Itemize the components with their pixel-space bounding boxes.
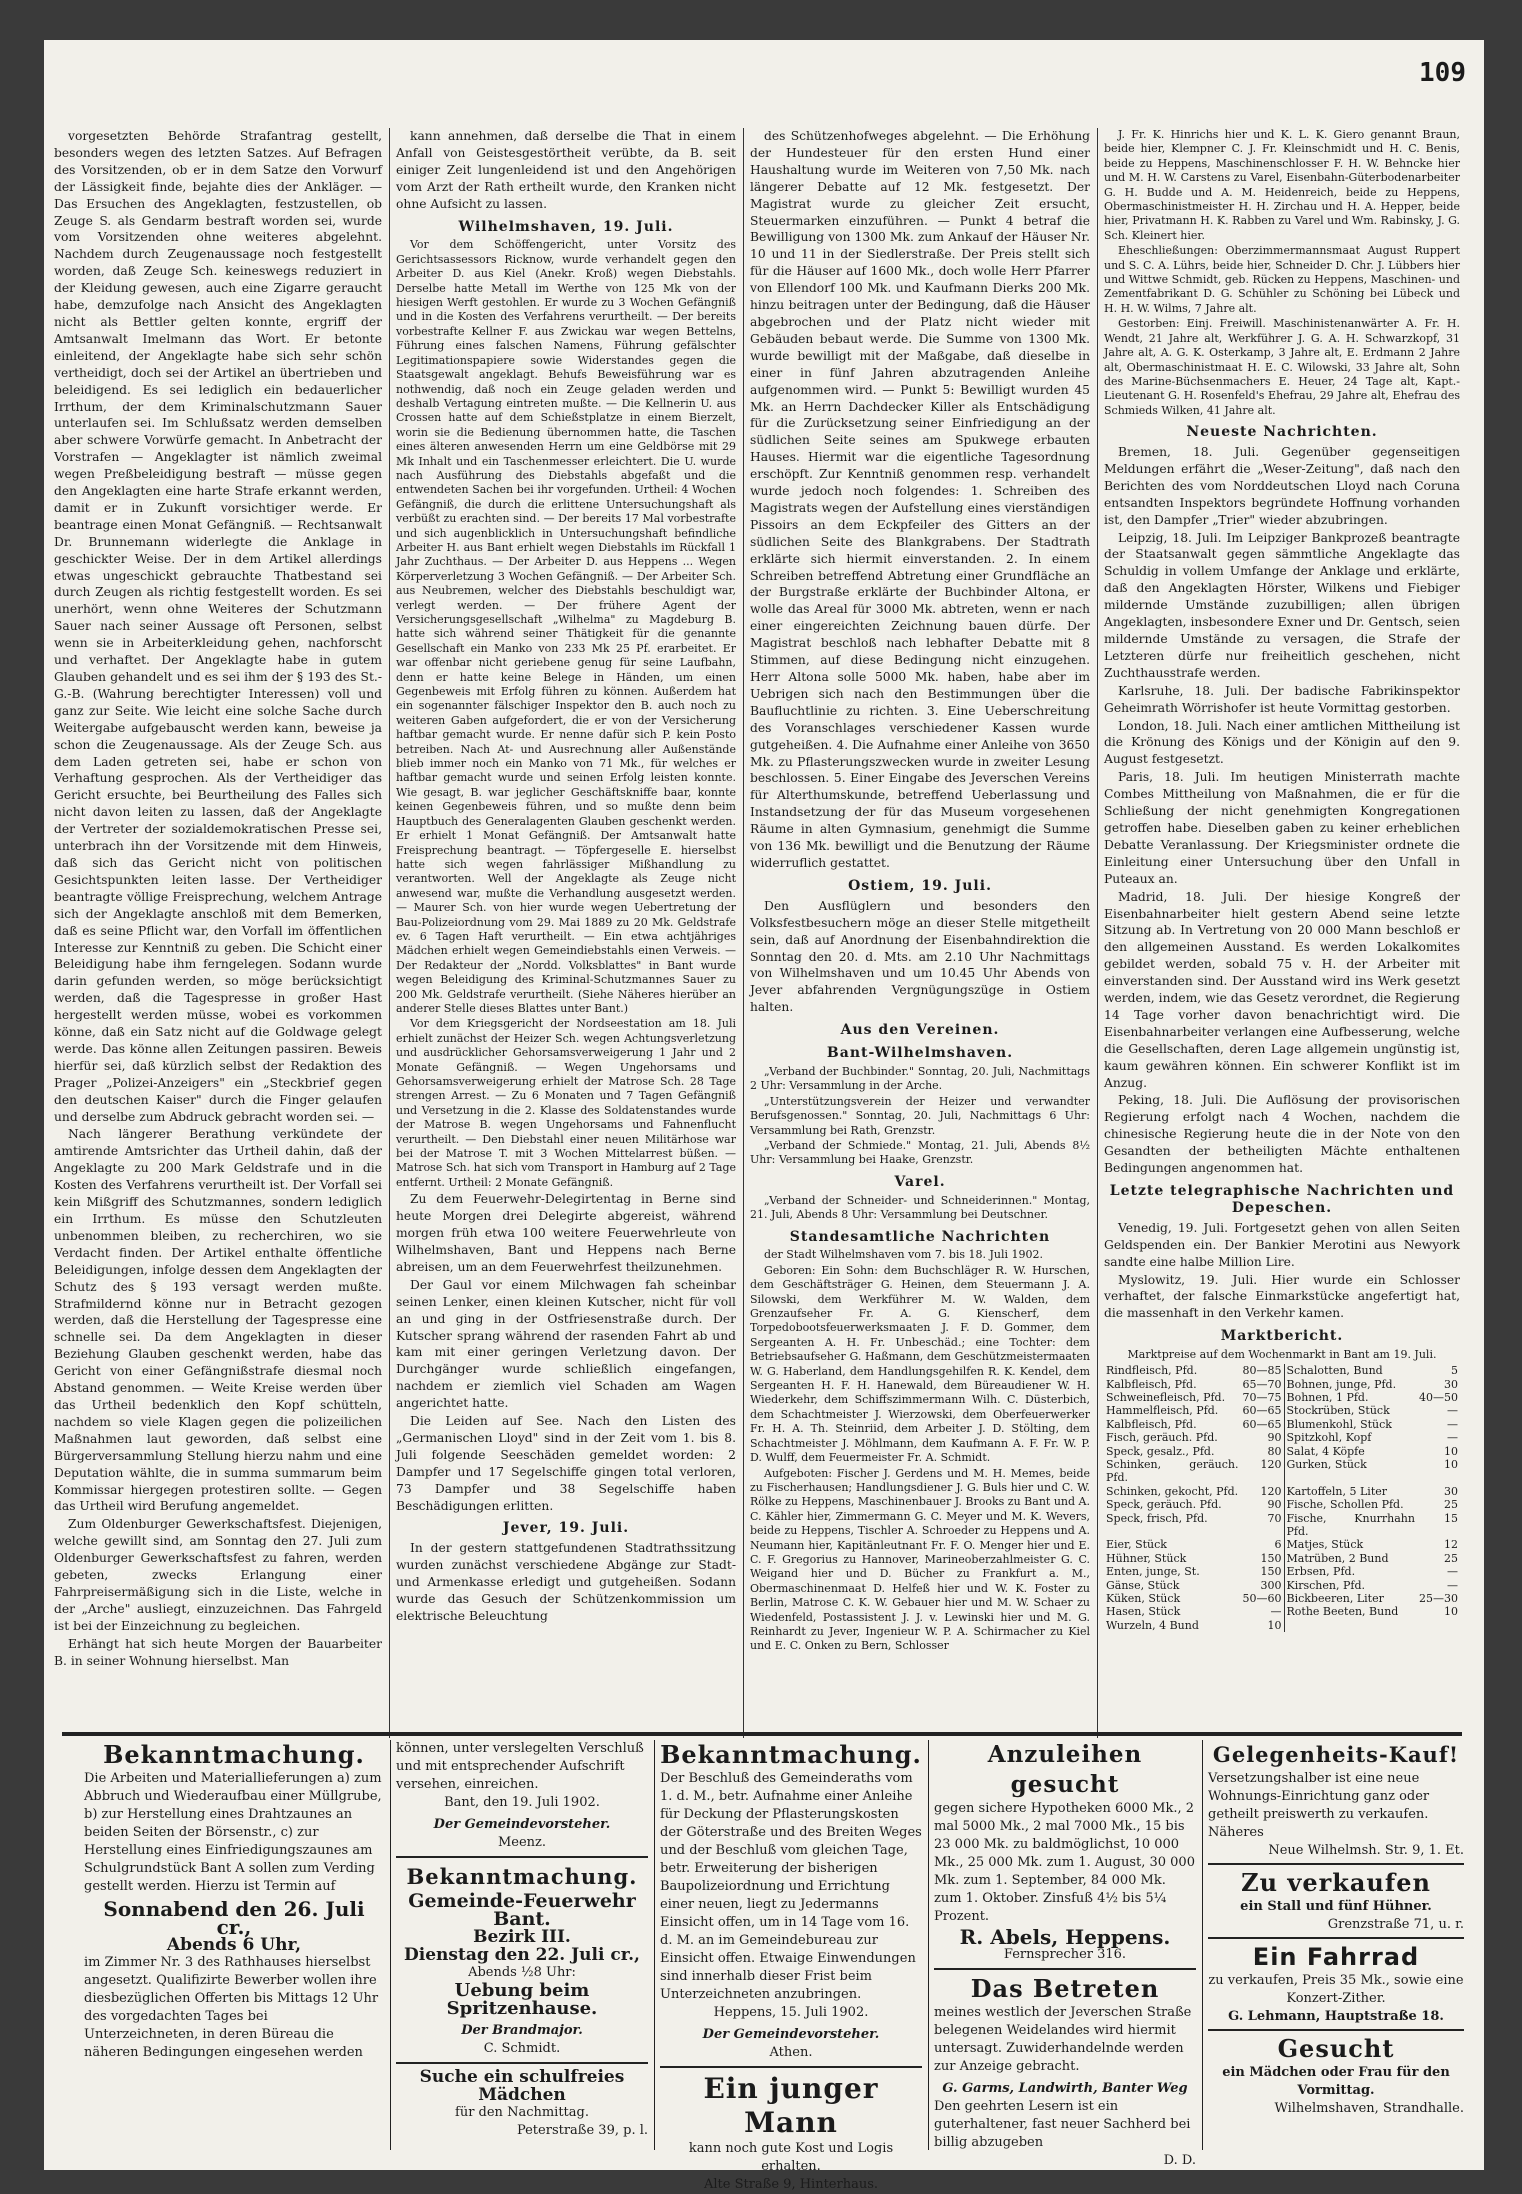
market-price: 5 bbox=[1451, 1364, 1458, 1378]
advertisements bbox=[84, 1740, 1464, 2192]
table-row bbox=[1104, 1538, 1460, 1551]
article-paragraph: Eheschließungen: Oberzimmermannsmaat August Ruppert und S. C. A. Lührs, beide hier, Schneider D. Chr. J. Lübbers hier und Wittwe Schmidt, geb. Rücken zu Heppens, Maschinen- und Zementfabrikant D. G. Schühler zu Schöning bei Lübeck und H. H. W. Wilms, 7 Jahre alt. bbox=[1104, 244, 1460, 315]
market-price: 150 bbox=[1260, 1565, 1282, 1579]
ad-feuerwehr bbox=[396, 1740, 648, 2150]
ad-title: Zu verkaufen bbox=[1241, 1868, 1431, 1897]
market-item: Schinken, geräuch. Pfd. bbox=[1106, 1458, 1239, 1485]
table-row bbox=[1104, 1579, 1460, 1592]
market-item: Stockrüben, Stück bbox=[1284, 1404, 1417, 1417]
ad-signature: Der Gemeindevorsteher. bbox=[702, 2027, 880, 2042]
article-paragraph: des Schützenhofweges abgelehnt. — Die Erhöhung der Hundesteuer für den ersten Hund einer Haushaltung wurde im Weiteren von 7,50 Mk. nach längerer Debatte auf 12 Mk. festgesetzt. Der Magistrat wurde zu gleicher Zeit ersucht, Steuermarken einzuführen. — Punkt 4 betraf die Bewilligung von 1300 Mk. zum Ankauf der Häuser Nr. 10 und 11 in der Siedlerstraße. Der Preis stellt sich für die Häuser auf 1600 Mk., doch wolle Herr Pfarrer von Ellendorf 100 Mk. und Kaufmann Dierks 200 Mk. hinzu beitragen unter der Bedingung, daß die Häuser abgebrochen und der Platz nicht wieder mit Gebäuden bebaut werde. Die Summe von 1300 Mk. wurde bewilligt mit der Maßgabe, daß dieselbe in einer in fünf Jahren abzutragenden Anleihe aufgenommen wird. — Punkt 5: Bewilligt wurden 45 Mk. an Herrn Dachdecker Killer als Entschädigung für die Zurücksetzung seiner Einfriedigung an der südlichen Seite seines am Spukwege erbauten Hauses. Hiermit war die eigentliche Tagesordnung erschöpft. Zur Kenntniß genommen resp. verhandelt wurde jedoch noch folgendes: 1. Schreiben des Magistrats wegen der Aufstellung eines vierständigen Pissoirs an dem Eckpfeiler des Gitters an der südlichen Seite des Blankgrabens. Der Stadtrath erklärte sich hiermit einverstanden. 2. In einem Schreiben betreffend Abtretung einer Grundfläche an der Burgstraße erklärte der Buchbinder Altona, er wolle das Areal für 3000 Mk. abtreten, wenn er nach einer eingereichten Zeichnung bauen dürfe. Der Magistrat beschloß nach lebhafter Debatte mit 8 Stimmen, auf diese Bedingung nicht einzugehen. Herr Altona solle 5000 Mk. haben, habe aber im Uebrigen sich nach den Bestimmungen über die Baufluchtlinie zu richten. 3. Eine Ueberschreitung des Voranschlages verschiedener Kassen wurde gutgeheißen. 4. Die Aufnahme einer Anleihe von 3650 Mk. zu Pflasterungszwecken wurde in zweiter Lesung beschlossen. 5. Einer Eingabe des Jeverschen Vereins für Alterthumskunde, betreffend Ueberlassung und Instandsetzung der für das Museum vorgesehenen Räume in alten Gymnasium, genehmigt die Summe von 136 Mk. bewilligt und die Benutzung der Räume widerruflich gestattet. bbox=[750, 129, 1090, 870]
ad-divider bbox=[1202, 1740, 1203, 2150]
market-price: — bbox=[1447, 1404, 1458, 1418]
market-price: 80—85 bbox=[1242, 1364, 1282, 1378]
article-paragraph: Der Gaul vor einem Milchwagen fah scheinbar seinen Lenker, einen kleinen Kutscher, nicht für voll an und ging in der Ostfriesenstraße durch. Der Kutscher sprang während der rasenden Fahrt ab und kam mit einer geringen Verletzung davon. Der Durchgänger wurde schließlich eingefangen, nachdem er ziemlich viel Schaden am Wagen angerichtet hatte. bbox=[396, 1277, 736, 1411]
ad-gelegenheitskauf bbox=[1208, 1740, 1464, 2150]
market-price: 10 bbox=[1444, 1444, 1458, 1458]
market-item: Eier, Stück bbox=[1106, 1538, 1167, 1552]
market-item: Gurken, Stück bbox=[1284, 1458, 1417, 1485]
article-paragraph: Karlsruhe, 18. Juli. Der badische Fabrikinspektor Geheimrath Wörrishofer ist heute Vormittag gestorben. bbox=[1104, 683, 1460, 715]
ad-title: Das Betreten bbox=[970, 1974, 1160, 2003]
article-paragraph: Gestorben: Einj. Freiwill. Maschinistenanwärter A. Fr. H. Wendt, 21 Jahre alt, Werkführer J. G. A. H. Schwarzkopf, 31 Jahre alt, A. G. K. Osterkamp, 3 Jahre alt, E. Erdmann 2 Jahre alt, Obermaschinistmaat H. E. C. Wilowski, 33 Jahre alt, Sohn des Marine-Büchsenmachers E. Heuer, 24 Tage alt, Kapt.-Lieutenant G. H. Rosenfeld's Ehefrau, 29 Jahre alt, Ehefrau des Schmieds Wilken, 41 Jahre alt. bbox=[1104, 317, 1460, 417]
market-item: Salat, 4 Köpfe bbox=[1284, 1445, 1417, 1458]
section-heading: Wilhelmshaven, 19. Juli. bbox=[458, 218, 674, 235]
article-paragraph: „Unterstützungsverein der Heizer und verwandter Berufsgenossen." Sonntag, 20. Juli, Nachmittags 6 Uhr: Versammlung bei Rath, Grenzstr. bbox=[750, 1094, 1090, 1137]
article-paragraph: der Stadt Wilhelmshaven vom 7. bis 18. Juli 1902. bbox=[764, 1248, 1044, 1262]
market-price: 60—65 bbox=[1242, 1404, 1282, 1418]
table-row bbox=[1104, 1364, 1460, 1377]
ad-title: Gelegenheits-Kauf! bbox=[1212, 1742, 1460, 1767]
market-price: 40—50 bbox=[1419, 1390, 1458, 1404]
table-row bbox=[1104, 1391, 1460, 1404]
table-row bbox=[1104, 1485, 1460, 1498]
table-row bbox=[1104, 1552, 1460, 1565]
ad-body: im Zimmer Nr. 3 des Rathhauses hierselbst angesetzt. Qualifizirte Bewerber wollen ihre diesbezüglichen Offerten bis Mittags 12 Uhr des vorgedachten Tages bei Unterzeichneten, in deren Büreau die näheren Bedingungen eingesehen werden bbox=[84, 1955, 379, 2060]
market-item: Speck, gesalz., Pfd. bbox=[1106, 1444, 1215, 1458]
ad-divider bbox=[928, 1740, 929, 2150]
market-price: 120 bbox=[1260, 1484, 1282, 1498]
ad-address: Wilhelmshaven, Strandhalle. bbox=[1274, 2101, 1464, 2116]
market-price: 90 bbox=[1267, 1431, 1282, 1445]
market-item: Fische, Knurrhahn Pfd. bbox=[1284, 1512, 1417, 1539]
column-3 bbox=[750, 128, 1090, 1738]
article-paragraph: „Verband der Schneider- und Schneiderinnen." Montag, 21. Juli, Abends 8 Uhr: Versammlung bei Deutschner. bbox=[750, 1193, 1090, 1222]
market-item: Enten, junge, St. bbox=[1106, 1565, 1200, 1579]
market-item: Schweinefleisch, Pfd. bbox=[1106, 1390, 1226, 1404]
column-divider bbox=[389, 128, 390, 1738]
market-price: 25 bbox=[1444, 1498, 1458, 1512]
ad-address: Neue Wilhelmsh. Str. 9, 1. Et. bbox=[1268, 1843, 1464, 1858]
column-divider bbox=[743, 128, 744, 1738]
market-item: Kalbfleisch, Pfd. bbox=[1106, 1377, 1197, 1391]
market-price: 10 bbox=[1444, 1458, 1458, 1471]
article-paragraph: Madrid, 18. Juli. Der hiesige Kongreß der Eisenbahnarbeiter hielt gestern Abend seine letzte Sitzung ab. In Vertretung von 20 000 Mann beschloß er den allgemeinen Ausstand. Es werden Lokalkomites gebildet werden, sobald 75 v. H. der Arbeiter mit einverstanden sind. Der Ausstand wird ins Werk gesetzt werden, indem, wie das Gesetz verordnet, die Regierung 14 Tage vorher davon benachrichtigt wird. Die Eisenbahnarbeiter verlangen eine Aufbesserung, welche die Gesellschaften, deren Lage allgemein ungünstig ist, kaum gewähren können. Ein schwerer Konflikt ist im Anzug. bbox=[1104, 889, 1460, 1090]
ad-wanted: Suche ein schulfreies Mädchen bbox=[419, 2067, 625, 2105]
market-item: Kirschen, Pfd. bbox=[1284, 1579, 1417, 1592]
market-price: 70 bbox=[1267, 1511, 1282, 1525]
market-price: 10 bbox=[1444, 1605, 1458, 1619]
market-item: Bohnen, junge, Pfd. bbox=[1284, 1378, 1417, 1391]
article-paragraph: Den Ausflüglern und besonders den Volksfestbesuchern möge an dieser Stelle mitgetheilt sein, daß auf Anordnung der Eisenbahndirektion die Sonntag den 20. d. Mts. am 2.10 Uhr Nachmittags von Wilhelmshaven und um 10.45 Uhr Abends von Jever abfahrenden Vergnügungszüge in Ostiem halten. bbox=[750, 898, 1090, 1015]
ad-signature: D. D. bbox=[1163, 2153, 1196, 2168]
column-divider bbox=[1097, 128, 1098, 1738]
ad-phone: Fernsprecher 316. bbox=[1003, 1947, 1127, 1962]
section-heading: Letzte telegraphische Nachrichten und Depeschen. bbox=[1109, 1183, 1455, 1216]
ad-body: können, unter verslegelten Verschluß und mit entsprechender Aufschrift versehen, einreichen. bbox=[396, 1741, 644, 1792]
ad-date: Bant, den 19. Juli 1902. bbox=[444, 1795, 600, 1810]
market-price: 150 bbox=[1260, 1551, 1282, 1565]
market-item: Erbsen, Pfd. bbox=[1284, 1565, 1417, 1578]
section-heading: Bant-Wilhelmshaven. bbox=[826, 1045, 1014, 1062]
section-heading: Jever, 19. Juli. bbox=[502, 1520, 630, 1537]
table-row bbox=[1104, 1619, 1460, 1632]
article-paragraph: J. Fr. K. Hinrichs hier und K. L. K. Giero genannt Braun, beide hier, Klempner C. J. Fr. Kleinschmidt und H. C. Benis, beide zu Heppens, Maschinenschlosser F. H. W. Behncke hier und M. H. W. Carstens zu Varel, Eisenbahn-Güterbodenarbeiter G. H. Budde und A. M. Heidenreich, beide zu Heppens, Obermaschinistmeister H. H. Zirchau und H. A. Hepper, beide hier, Privatmann H. K. Rabben zu Varel und Wm. Rabinsky, J. G. Sch. Kleinert hier. bbox=[1104, 128, 1460, 242]
market-price: 12 bbox=[1444, 1538, 1458, 1552]
article-paragraph: Paris, 18. Juli. Im heutigen Ministerrath machte Combes Mittheilung von Maßnahmen, die er für die Schließung der nicht genehmigten Kongregationen getroffen habe. Dieselben gaben zu keiner erheblichen Debatte Veranlassung. Der Kriegsminister ordnete die Einleitung einer Untersuchung über den Unfall in Puteaux an. bbox=[1104, 770, 1460, 886]
ad-title: Bekanntmachung. bbox=[660, 1740, 922, 1769]
section-heading: Marktbericht. bbox=[1220, 1328, 1344, 1345]
ad-name: Meenz. bbox=[497, 1835, 547, 1850]
market-item: Gänse, Stück bbox=[1106, 1578, 1180, 1592]
page-number: 109 bbox=[1419, 58, 1466, 88]
ad-name: C. Schmidt. bbox=[483, 2041, 561, 2056]
market-price: 65—70 bbox=[1242, 1377, 1282, 1391]
ad-divider bbox=[654, 1740, 655, 2150]
market-price: — bbox=[1447, 1578, 1458, 1592]
market-item: Spitzkohl, Kopf bbox=[1284, 1431, 1417, 1444]
article-paragraph: Aufgeboten: Fischer J. Gerdens und M. H. Memes, beide zu Fischerhausen; Handlungsdiener J. G. Buls hier und C. W. Rölke zu Heppens, Maschinenbauer J. Brooks zu Bant und A. C. Kähler hier, Zimmermann G. C. Meyer und M. K. Wevers, beide zu Heppens, Tischler A. Schroeder zu Heppens und A. Neumann hier, Kapitänleutnant Fr. F. O. Menger hier und E. C. F. Gregorius zu Hannover, Marineoberzahlmeister G. C. Weigand hier und D. Bücher zu Frankfurt a. M., Obermaschinenmaat D. Helfeß hier und W. K. Foster zu Berlin, Matrose C. K. W. Gebauer hier und M. W. Schaer zu Wiedenfeld, Postassistent J. J. v. Lewinski hier und M. G. Reinhardt zu Jever, Ingenieur W. P. A. Schirmacher zu Kiel und E. C. Onken zu Bern, Schlosser bbox=[750, 1466, 1090, 1653]
column-4 bbox=[1104, 128, 1460, 1738]
article-paragraph: In der gestern stattgefundenen Stadtrathssitzung wurden zunächst verschiedene Abgänge zur Stadt- und Armenkasse erledigt und gutgeheißen. Sodann wurde das Gesuch der Schützenkommission um elektrische Beleuchtung bbox=[396, 1541, 736, 1623]
article-paragraph: London, 18. Juli. Nach einer amtlichen Mittheilung ist die Krönung des Königs und der Königin auf den 9. August festgesetzt. bbox=[1104, 718, 1460, 767]
table-row bbox=[1104, 1498, 1460, 1511]
column-2 bbox=[396, 128, 736, 1738]
ad-signature: Der Gemeindevorsteher. bbox=[433, 1817, 611, 1832]
ad-body: gegen sichere Hypotheken 6000 Mk., 2 mal 5000 Mk., 2 mal 7000 Mk., 15 bis 23 000 Mk. zu baldmöglichst, 10 000 Mk., 25 000 Mk. zum 1. August, 30 000 Mk. zum 1. September, 84 000 Mk. zum 1. Oktober. Zinsfuß 4½ bis 5¼ Prozent. bbox=[934, 1801, 1195, 1924]
article-paragraph: kann annehmen, daß derselbe die That in einem Anfall von Geistesgestörtheit verübte, da B. seit einiger Zeit lungenleidend ist und den Angehörigen vom Arzt der Rath ertheilt wurde, den Kranken nicht ohne Aufsicht zu lassen. bbox=[396, 129, 736, 211]
market-item: Speck, frisch, Pfd. bbox=[1106, 1511, 1208, 1525]
article-paragraph: Nach längerer Berathung verkündete der amtirende Amtsrichter das Urtheil dahin, daß der Angeklagte zu 200 Mark Geldstrafe und in die Kosten des Verfahrens verurtheilt ist. Der Vorfall sei kein Mißgriff des Schutzmannes, sondern lediglich ein Irrthum. Es müsse den Schutzleuten unbenommen bleiben, zu recherchiren, wo sie Verdacht finden. Der Artikel enthalte öffentliche Beleidigungen, infolge dessen dem Angeklagten der Schutz des § 193 versagt werden mußte. Strafmildernd könne nur in Betracht gezogen werden, daß die Herstellung der Tagespresse eine schnelle sei. Da dem Angeklagten in dieser Beziehung Glauben geschenkt werden, habe das Gericht von einer Gefängnißstrafe diesmal noch Abstand genommen. — Weite Kreise werden über das Urtheil bedenklich den Kopf schütteln, nachdem so viele Klagen gegen die polizeilichen Maßnahmen laut geworden, daß selbst eine Bürgerversammlung Stellung hierzu nahm und eine Deputation wählte, die in summa summarum beim Kommissar hiergegen protestiren sollte. — Gegen das Urtheil wird Berufung angemeldet. bbox=[54, 1127, 382, 1514]
market-item: Matrüben, 2 Bund bbox=[1284, 1552, 1417, 1565]
ad-body: meines westlich der Jeverschen Straße belegenen Weidelandes wird hiermit untersagt. Zuwiderhandelnde werden zur Anzeige gebracht. bbox=[934, 2005, 1192, 2074]
market-price: — bbox=[1447, 1565, 1458, 1579]
article-paragraph: vorgesetzten Behörde Strafantrag gestellt, besonders wegen des letzten Satzes. Auf Befragen des Vorsitzenden, ob er in dem Satze den Vorwurf der Lässigkeit finde, bejahte dies der Ankläger. — Das Ersuchen des Angeklagten, festzustellen, ob Zeuge S. als Gendarm bestraft worden sei, wurde vom Vorsitzenden ohne weiteres abgelehnt. Nachdem durch Zeugenaussage noch festgestellt worden, daß Zeuge Sch. keineswegs reduziert in der Kleidung gewesen, auch eine Zigarre geraucht habe, demzufolge nach Ansicht des Angeklagten nicht als Bettler gelten konnte, ergriff der Amtsanwalt Imelmann das Wort. Er betonte einleitend, der Angeklagte habe sich sehr schön vertheidigt, doch sei der Artikel an übertrieben und beleidigend. Es sei lediglich ein bedauerlicher Irrthum, der dem Kriminalschutzmann Sauer unterlaufen sei. Im Schlußsatz werden demselben aber schwere Vorwürfe gemacht. In Anbetracht der Vorstrafen — Angeklagter ist nämlich zweimal wegen Preßbeleidigung bestraft — müsse gegen den Angeklagten eine harte Strafe erkannt werden, damit er in Zukunft vorsichtiger werde. Er beantrage einen Monat Gefängniß. — Rechtsanwalt Dr. Brunnemann widerlegte die Anklage in geschickter Weise. Der in dem Artikel allerdings etwas ungeschickt gebrauchte Thatbestand sei durch Zeugen als richtig festgestellt worden. Es sei unerhört, wenn ohne Weiteres der Schutzmann Sauer nach seiner Aussage oft Personen, selbst wenn sie in Arbeiterkleidung gehen, nachforscht und verhaftet. Der Angeklagte habe in gutem Glauben gehandelt und es sei ihm der § 193 des St.-G.-B. (Wahrung berechtigter Interessen) voll und ganz zur Seite. Wie leicht eine solche Sache durch Weitergabe aufgebauscht werden kann, beweise ja schon die Zeugenaussage. Als der Zeuge Sch. aus dem Laden getreten sei, habe er schon von Verhaftung gesprochen. Als der Vertheidiger das Gericht ersuchte, bei Beurtheilung des Falles sich nicht davon leiten zu lassen, daß der Angeklagte der Vertreter der sozialdemokratischen Presse sei, unterbrach ihn der Vorsitzende mit dem Hinweis, daß sich das Gericht nicht von politischen Gesichtspunkten leiten lasse. Der Vertheidiger beantragte völlige Freisprechung, welchem Antrage sich der Angeklagte anschloß mit dem Bemerken, daß es seine Pflicht war, den Vorfall im öffentlichen Interesse zur Kenntniß zu geben. Die Schicht einer Beleidigung habe ihm ferngelegen. Sodann wurde darin gefunden werden, so möge berücksichtigt werden, daß die Tagespresse in großer Hast hergestellt werden müsse, wobei es vorkommen könne, daß ein Satz nicht auf die Goldwage gelegt werde. Das könne allen Zeitungen passiren. Beweis hierfür sei, daß kürzlich selbst der Redaktion des Prager „Polizei-Anzeigers" ein „Steckbrief gegen den deutschen Kaiser" durch die Finger gelaufen und derselbe zum Abdruck gebracht worden sei. — bbox=[54, 129, 382, 1124]
ad-anzuleihen bbox=[934, 1740, 1196, 2168]
ad-body: Der Beschluß des Gemeinderaths vom 1. d. M., betr. Aufnahme einer Anleihe für Deckung der Pflasterungskosten der Göterstraße und des Breiten Weges und der Beschluß vom gleichen Tage, betr. Erweiterung der bisherigen Baupolizeiordnung und Errichtung einer neuen, liegt zu Jedermanns Einsicht offen, um in 14 Tage vom 16. d. M. an im Gemeindebureau zur Einsicht offen. Etwaige Einwendungen sind innerhalb dieser Frist beim Unterzeichneten anzubringen. bbox=[660, 1771, 922, 2002]
article-paragraph: Peking, 18. Juli. Die Auflösung der provisorischen Regierung erfolgt nach 4 Wochen, nachdem die chinesische Regierung heute die in der Note von den Gesandten der betheiligten Mächte enthaltenen Bedingungen angenommen hat. bbox=[1104, 1093, 1460, 1176]
ad-address: Grenzstraße 71, u. r. bbox=[1327, 1917, 1464, 1932]
ad-title: Anzuleihen gesucht bbox=[987, 1741, 1143, 1798]
ad-body: Den geehrten Lesern ist ein guterhaltener, fast neuer Sachherd bei billig abzugeben bbox=[934, 2099, 1191, 2150]
ad-title: Bekanntmachung. bbox=[406, 1864, 638, 1889]
ad-date: Heppens, 15. Juli 1902. bbox=[713, 2005, 869, 2020]
table-row bbox=[1104, 1378, 1460, 1391]
ad-title: Bekanntmachung. bbox=[103, 1740, 365, 1769]
market-price: 80 bbox=[1267, 1444, 1282, 1458]
article-paragraph: „Verband der Buchbinder." Sonntag, 20. Juli, Nachmittags 2 Uhr: Versammlung in der Arche. bbox=[750, 1064, 1090, 1093]
market-item: Hühner, Stück bbox=[1106, 1551, 1187, 1565]
market-item: Schinken, gekocht, Pfd. bbox=[1106, 1484, 1239, 1498]
ad-body: für den Nachmittag. bbox=[455, 2105, 589, 2120]
article-paragraph: Geboren: Ein Sohn: dem Buchschläger R. W. Hurschen, dem Geschäftsträger G. Heinen, dem Steuermann J. A. Silowski, dem Werkführer M. W. Walden, dem Grenzaufseher Fr. A. G. Kienscherf, dem Torpedobootsfeuerwerksmaaten J. F. D. Gommer, dem Sergeanten A. H. Fr. Unbeschäd.; eine Tochter: dem Betriebsaufseher G. Haßmann, dem Geschützmeistermaaten W. G. Haberland, dem Handlungsgehilfen R. K. Kendel, dem Sergeanten H. F. H. Hanewald, dem Büreaudiener W. H. Wiederkehr, dem Schiffszimmermann Wilh. C. Düsterbich, dem Schachtmeister J. Wierzowski, dem Oberfeuerwerker Fr. H. A. Th. Steinriid, dem Arbeiter J. D. Stölting, dem Schachtmeister J. Möhlmann, dem Kaufmann A. F. Fr. W. P. D. Wulff, dem Feuermeister Fr. A. Schmidt. bbox=[750, 1263, 1090, 1465]
ad-body: ein Mädchen oder Frau für den Vormittag. bbox=[1222, 2065, 1450, 2098]
ad-time: Abends ½8 Uhr: bbox=[468, 1965, 576, 1980]
market-price: 30 bbox=[1444, 1377, 1458, 1391]
ad-address: G. Lehmann, Hauptstraße 18. bbox=[1228, 2009, 1444, 2024]
market-price: 90 bbox=[1267, 1498, 1282, 1512]
table-row bbox=[1104, 1418, 1460, 1431]
market-item: Matjes, Stück bbox=[1284, 1538, 1417, 1551]
market-price: 120 bbox=[1260, 1458, 1282, 1471]
market-item: Wurzeln, 4 Bund bbox=[1106, 1618, 1199, 1632]
article-paragraph: Zu dem Feuerwehr-Delegirtentag in Berne sind heute Morgen drei Delegirte abgereist, während morgen früh etwa 100 weitere Feuerwehrleute von Wilhelmshaven, Bant und Heppens nach Berne abreisen, um an dem Feuerwehrfest theilzunehmen. bbox=[396, 1192, 736, 1274]
article-paragraph: Leipzig, 18. Juli. Im Leipziger Bankprozeß beantragte der Staatsanwalt gegen sämmtliche Angeklagte das Schuldig in vollem Umfange der Anklage und erklärte, daß den Angeklagten Hörster, Wilkens und Fiebiger mildernde Umstände zuzubilligen; allen übrigen Angeklagten, insbesondere Exner und Dr. Gentsch, seien mildernde Umstände zu versagen, die Strafe der Letzteren dürfe nur freiheitlich geschehen, nicht Zuchthausstrafe werden. bbox=[1104, 530, 1460, 680]
market-price: 10 bbox=[1267, 1618, 1282, 1632]
column-1 bbox=[54, 128, 382, 1738]
market-item bbox=[1284, 1619, 1417, 1632]
market-item: Fisch, geräuch. Pfd. bbox=[1106, 1431, 1218, 1445]
market-price: 30 bbox=[1444, 1484, 1458, 1498]
ad-body: kann noch gute Kost und Logis erhalten. bbox=[688, 2141, 894, 2174]
market-price: 50—60 bbox=[1242, 1592, 1282, 1606]
ads-top-rule bbox=[62, 1732, 1462, 1736]
market-heading: Marktpreise auf dem Wochenmarkt in Bant am 19. Juli. bbox=[1127, 1348, 1437, 1362]
ad-when: Dienstag den 22. Juli cr., bbox=[404, 1945, 640, 1965]
ad-title: Ein junger Mann bbox=[703, 2072, 879, 2139]
section-heading: Neueste Nachrichten. bbox=[1186, 424, 1378, 441]
ad-title: Ein Fahrrad bbox=[1252, 1943, 1420, 1971]
market-price: 60—65 bbox=[1242, 1417, 1282, 1431]
ad-signature: Der Brandmajor. bbox=[461, 2023, 583, 2038]
market-price: 6 bbox=[1274, 1538, 1282, 1552]
market-table bbox=[1104, 1364, 1460, 1632]
table-row bbox=[1104, 1512, 1460, 1539]
table-row bbox=[1104, 1445, 1460, 1458]
article-paragraph: Die Leiden auf See. Nach den Listen des „Germanischen Lloyd" sind in der Zeit vom 1. bis 8. Juli folgende Seeschäden gemeldet worden: 2 Dampfer und 17 Segelschiffe gingen total verloren, 73 Dampfer und 38 Segelschiffe haben Beschädigungen erlitten. bbox=[396, 1414, 736, 1513]
market-item: Speck, geräuch. Pfd. bbox=[1106, 1498, 1222, 1512]
ad-date: Sonnabend den 26. Juli cr., bbox=[103, 1897, 365, 1939]
section-heading: Varel. bbox=[894, 1173, 946, 1190]
market-item: Rindfleisch, Pfd. bbox=[1106, 1364, 1198, 1378]
market-price: 300 bbox=[1260, 1578, 1282, 1592]
table-row bbox=[1104, 1592, 1460, 1605]
article-paragraph: „Verband der Schmiede." Montag, 21. Juli, Abends 8½ Uhr: Versammlung bei Haake, Grenzstr. bbox=[750, 1138, 1090, 1167]
table-row bbox=[1104, 1605, 1460, 1618]
ad-signature: G. Garms, Landwirth, Banter Weg bbox=[942, 2081, 1188, 2096]
section-heading: Standesamtliche Nachrichten bbox=[789, 1228, 1051, 1245]
ad-address: Peterstraße 39, p. l. bbox=[516, 2123, 648, 2138]
article-paragraph: Zum Oldenburger Gewerkschaftsfest. Diejenigen, welche gewillt sind, am Sonntag den 27. Juli zum Oldenburger Gewerkschaftsfest zu fahren, werden gebeten, zwecks Erlangung einer Fahrpreisermäßigung sich in die Liste, welche in der „Arche" ausliegt, einzuzeichnen. Das Fahrgeld ist bei der Einzeichnung zu begleichen. bbox=[54, 1517, 382, 1633]
ad-org: Gemeinde-Feuerwehr Bant. bbox=[408, 1890, 636, 1930]
section-heading: Aus den Vereinen. bbox=[840, 1022, 1000, 1039]
market-item: Schalotten, Bund bbox=[1284, 1364, 1417, 1377]
market-item: Rothe Beeten, Bund bbox=[1284, 1605, 1417, 1618]
market-price: 70—75 bbox=[1242, 1390, 1282, 1404]
ad-firm: R. Abels, Heppens. bbox=[959, 1925, 1171, 1949]
newspaper-page bbox=[44, 40, 1484, 2192]
article-paragraph: Myslowitz, 19. Juli. Hier wurde ein Schlosser verhaftet, der falsche Einmarkstücke angefertigt hat, die massenhaft in den Verkehr kamen. bbox=[1104, 1272, 1460, 1321]
ad-bekanntmachung-verding bbox=[84, 1740, 384, 2150]
market-item: Hammelfleisch, Pfd. bbox=[1106, 1404, 1219, 1418]
ad-event: Uebung beim Spritzenhause. bbox=[446, 1980, 598, 2019]
ad-body: Die Arbeiten und Materiallieferungen a) zum Abbruch und Wiederaufbau einer Müllgrube, b) zur Herstellung eines Drahtzaunes an beiden Seiten der Börsenstr., c) zur Herstellung eines Einfriedigungszaunes am Schulgrundstück Bant A sollen zum Verding gestellt werden. Hierzu ist Termin auf bbox=[84, 1771, 382, 1894]
market-item: Fische, Schollen Pfd. bbox=[1284, 1498, 1417, 1511]
ad-body: Versetzungshalber ist eine neue Wohnungs-Einrichtung ganz oder getheilt preiswerth zu verkaufen. Näheres bbox=[1208, 1771, 1430, 1840]
market-price bbox=[1417, 1619, 1460, 1632]
market-price: 25—30 bbox=[1419, 1592, 1458, 1606]
section-heading: Ostiem, 19. Juli. bbox=[848, 877, 992, 894]
article-paragraph: Erhängt hat sich heute Morgen der Bauarbeiter B. in seiner Wohnung hierselbst. Man bbox=[54, 1636, 382, 1668]
market-item: Hasen, Stück bbox=[1106, 1605, 1181, 1619]
market-price: — bbox=[1447, 1431, 1458, 1445]
market-price: 25 bbox=[1444, 1551, 1458, 1565]
ad-bekanntmachung-anleihe bbox=[660, 1740, 922, 2192]
ad-bezirk: Bezirk III. bbox=[473, 1927, 571, 1947]
market-item: Bohnen, 1 Pfd. bbox=[1284, 1391, 1417, 1404]
market-item: Küken, Stück bbox=[1106, 1592, 1181, 1606]
market-item: Blumenkohl, Stück bbox=[1284, 1418, 1417, 1431]
ad-time: Abends 6 Uhr, bbox=[166, 1935, 302, 1955]
ad-address: Alte Straße 9, Hinterhaus. bbox=[703, 2177, 879, 2192]
market-price: 15 bbox=[1444, 1511, 1458, 1525]
market-price: — bbox=[1447, 1417, 1458, 1431]
table-row bbox=[1104, 1431, 1460, 1444]
ad-divider bbox=[390, 1740, 391, 2150]
ad-body: zu verkaufen, Preis 35 Mk., sowie eine Konzert-Zither. bbox=[1208, 1973, 1464, 2006]
ad-title: Gesucht bbox=[1277, 2034, 1395, 2063]
article-paragraph: Vor dem Kriegsgericht der Nordseestation am 18. Juli erhielt zunächst der Heizer Sch. wegen Achtungsverletzung und ausdrücklicher Gehorsamsverweigerung 1 Jahr und 2 Monate Gefängniß. — Wegen Ungehorsams und Gehorsamsverweigerung erhielt der Matrose Sch. 28 Tage strengen Arrest. — Zu 6 Monaten und 7 Tagen Gefängniß und Versetzung in die 2. Klasse des Soldatenstandes wurde der Matrose B. wegen Ungehorsams und Fahnenflucht verurtheilt. — Den Diebstahl einer neuen Militärhose war bei der Matrose T. mit 3 Wochen Mittelarrest büßen. — Matrose Sch. hat sich vom Transport in Hamburg auf 2 Tage entfernt. Urtheil: 2 Monate Gefängniß. bbox=[396, 1017, 736, 1189]
market-price: — bbox=[1270, 1605, 1282, 1619]
ad-body: ein Stall und fünf Hühner. bbox=[1240, 1899, 1432, 1914]
article-paragraph: Bremen, 18. Juli. Gegenüber gegenseitigen Meldungen erfährt die „Weser-Zeitung", daß nach den Berichten des vom Norddeutschen Lloyd nach Coruna entsandten Inspektors begründete Hoffnung vorhanden ist, den Dampfer „Trier" wieder abzubringen. bbox=[1104, 445, 1460, 527]
market-item: Bickbeeren, Liter bbox=[1284, 1592, 1417, 1605]
market-item: Kalbfleisch, Pfd. bbox=[1106, 1417, 1197, 1431]
table-row bbox=[1104, 1565, 1460, 1578]
article-paragraph: Venedig, 19. Juli. Fortgesetzt gehen von allen Seiten Geldspenden ein. Der Bankier Merotini aus Newyork sandte eine halbe Million Lire. bbox=[1104, 1220, 1460, 1269]
table-row bbox=[1104, 1458, 1460, 1485]
ad-name: Athen. bbox=[769, 2045, 813, 2060]
market-item: Kartoffeln, 5 Liter bbox=[1284, 1485, 1417, 1498]
table-row bbox=[1104, 1404, 1460, 1417]
article-paragraph: Vor dem Schöffengericht, unter Vorsitz des Gerichtsassessors Ricknow, wurde verhandelt gegen den Arbeiter D. aus Kiel (Anekr. Kroß) wegen Diebstahls. Derselbe hatte Metall im Werthe von 125 Mk von der hiesigen Werft gestohlen. Er wurde zu 3 Wochen Gefängniß und in die Kosten des Verfahrens verurtheilt. — Der bereits vorbestrafte Kellner F. aus Zwickau war wegen Bettelns, Führung eines falschen Namens, Führung gefälschter Legitimationspapiere sowie Widerstandes gegen die Staatsgewalt angeklagt. Behufs Beweisführung war es nothwendig, daß noch ein Zeuge geladen werden und deshalb Vertagung eintreten mußte. — Die Kellnerin U. aus Crossen hatte auf dem Schießstplatze in einem Bierzelt, worin sie die Bedienung übernommen hatte, die Taschen eines älteren anwesenden Herrn um eine Geldbörse mit 29 Mk Inhalt und ein Taschenmesser erleichtert. Die U. wurde nach Ausführung des Diebstahls abgefaßt und die entwendeten Sachen bei ihr vorgefunden. Urtheil: 4 Wochen Gefängniß, die durch die erlittene Untersuchungshaft als verbüßt zu erachten sind. — Der bereits 17 Mal vorbestrafte und sich augenblicklich in Untersuchungshaft befindliche Arbeiter H. aus Bant erhielt wegen Diebstahls im Rückfall 1 Jahr Zuchthaus. — Der Arbeiter D. aus Heppens ... Wegen Körperverletzung 3 Wochen Gefängniß. — Der Arbeiter Sch. aus Neubremen, welcher des Diebstahls beschuldigt war, verlegt werden. — Der frühere Agent der Versicherungsgesellschaft „Wilhelma" zu Magdeburg B. hatte sich während seiner Thätigkeit für die genannte Gesellschaft ein Manko von 233 Mk 25 Pf. erarbeitet. Er war offenbar nicht geriebene genug für seine Laufbahn, denn er hatte keine Belege in Händen, um einen Gegenbeweis mit Erfolg führen zu können. Außerdem hat ein sogenannter fälschiger Inspektor den B. auch noch zu weiteren Gaben aufgefordert, die er von der Versicherung haftbar gemacht wurde. Er nenne dafür sich P. kein Posto betreiben. Nach At- und Ausrechnung aller Außenstände blieb immer noch ein Manko von 71 Mk., für welches er haftbar gemacht wurde und seinen Erfolg leisten konnte. Wie gesagt, B. war jeglicher Geschäftskniffe baar, konnte keinen Gegenbeweis führen, und so mußte denn beim Hauptbuch des Generalagenten Glauben geschenkt werden. Er erhielt 1 Monat Gefängniß. Der Amtsanwalt hatte Freisprechung beantragt. — Töpfergeselle E. hierselbst hatte sich wegen fahrlässiger Mißhandlung zu verantworten. Well der Angeklagte als Zeuge nicht anwesend war, mußte die Verhandlung ausgesetzt werden. — Maurer Sch. von hier wurde wegen Uebertretung der Bau-Polizeiordnung vom 29. Mai 1889 zu 20 Mk. Geldstrafe ev. 6 Tagen Haft verurtheilt. — Ein etwa achtjähriges Mädchen erhielt wegen Gemeindiebstahls einen Verweis. — Der Redakteur der „Nordd. Volksblattes" in Bant wurde wegen Beleidigung des Kriminal-Schutzmannes Sauer zu 200 Mk. Geldstrafe verurtheilt. (Siehe Näheres hierüber an anderer Stelle dieses Blattes unter Bant.) bbox=[396, 238, 736, 1015]
